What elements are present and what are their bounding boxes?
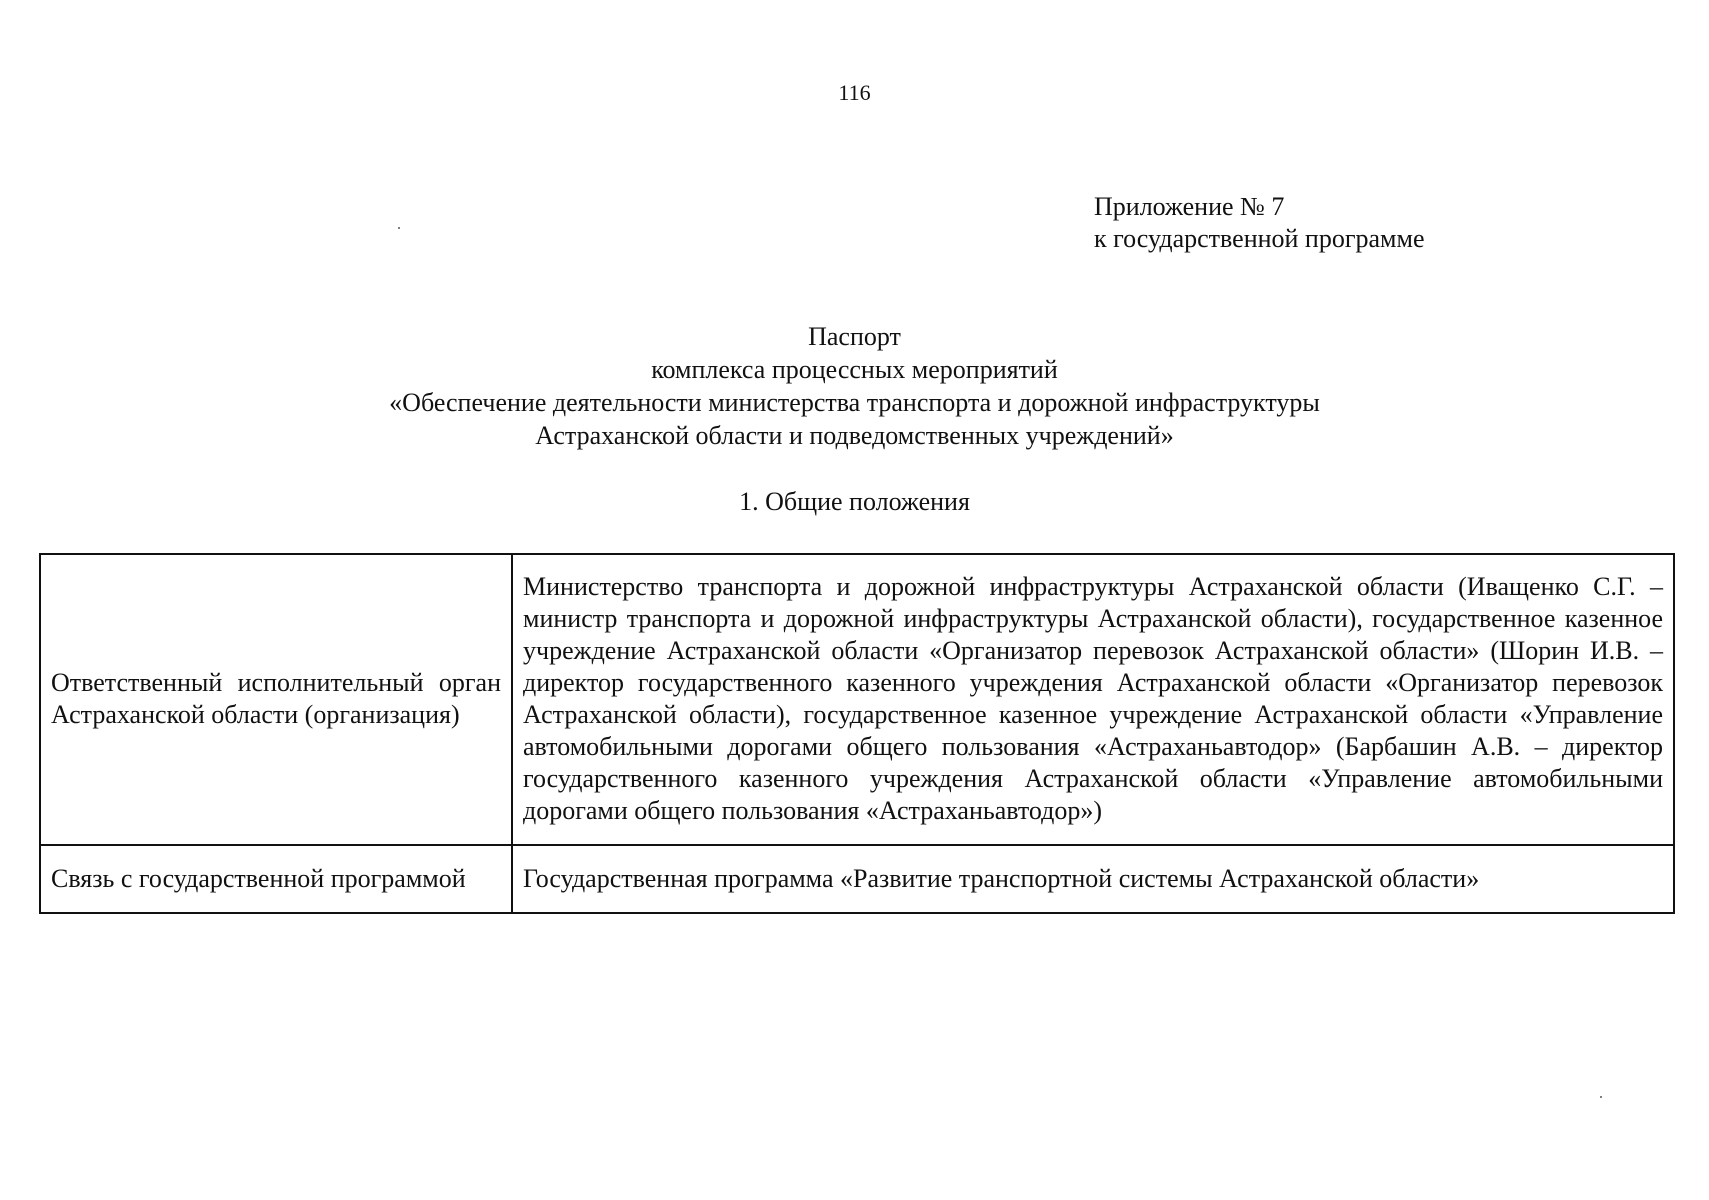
title-line-4: Астраханской области и подведомственных учреждений» [535, 421, 1174, 450]
title-line-2: комплекса процессных мероприятий [651, 355, 1058, 384]
row-label-program-link: Связь с государственной программой [40, 845, 512, 913]
table-row [40, 845, 1674, 913]
passport-table [39, 553, 1675, 914]
appendix-line-1: Приложение № 7 [1094, 192, 1285, 221]
document-title [0, 320, 1709, 452]
appendix-line-2: к государственной программе [1094, 224, 1425, 253]
title-line-3: «Обеспечение деятельности министерства транспорта и дорожной инфраструктуры [389, 388, 1320, 417]
row-value-program-link: Государственная программа «Развитие транспортной системы Астраханской области» [512, 845, 1674, 913]
table-row [40, 554, 1674, 845]
appendix-note [1094, 191, 1425, 255]
row-label-responsible-executor: Ответственный исполнительный орган Астраханской области (организация) [40, 554, 512, 845]
title-line-1: Паспорт [808, 322, 901, 351]
page-number: 116 [838, 80, 871, 105]
row-value-responsible-executor: Министерство транспорта и дорожной инфраструктуры Астраханской области (Иващенко С.Г. – министр транспорта и дорожной инфраструктуры Астраханской области), государственное казенное учреждение Астраханской области «Организатор перевозок Астраханской области» (Шорин И.В. – директор государственного казенного учреждения Астраханской области «Организатор перевозок Астраханской области), государственное казенное учреждение Астраханской области «Управление автомобильными дорогами общего пользования «Астраханьавтодор» (Барбашин А.В. – директор государственного казенного учреждения Астраханской области «Управление автомобильными дорогами общего пользования «Астраханьавтодор») [512, 554, 1674, 845]
section-heading: 1. Общие положения [739, 487, 970, 516]
scan-speck [1600, 1096, 1602, 1098]
scan-speck [398, 227, 400, 229]
